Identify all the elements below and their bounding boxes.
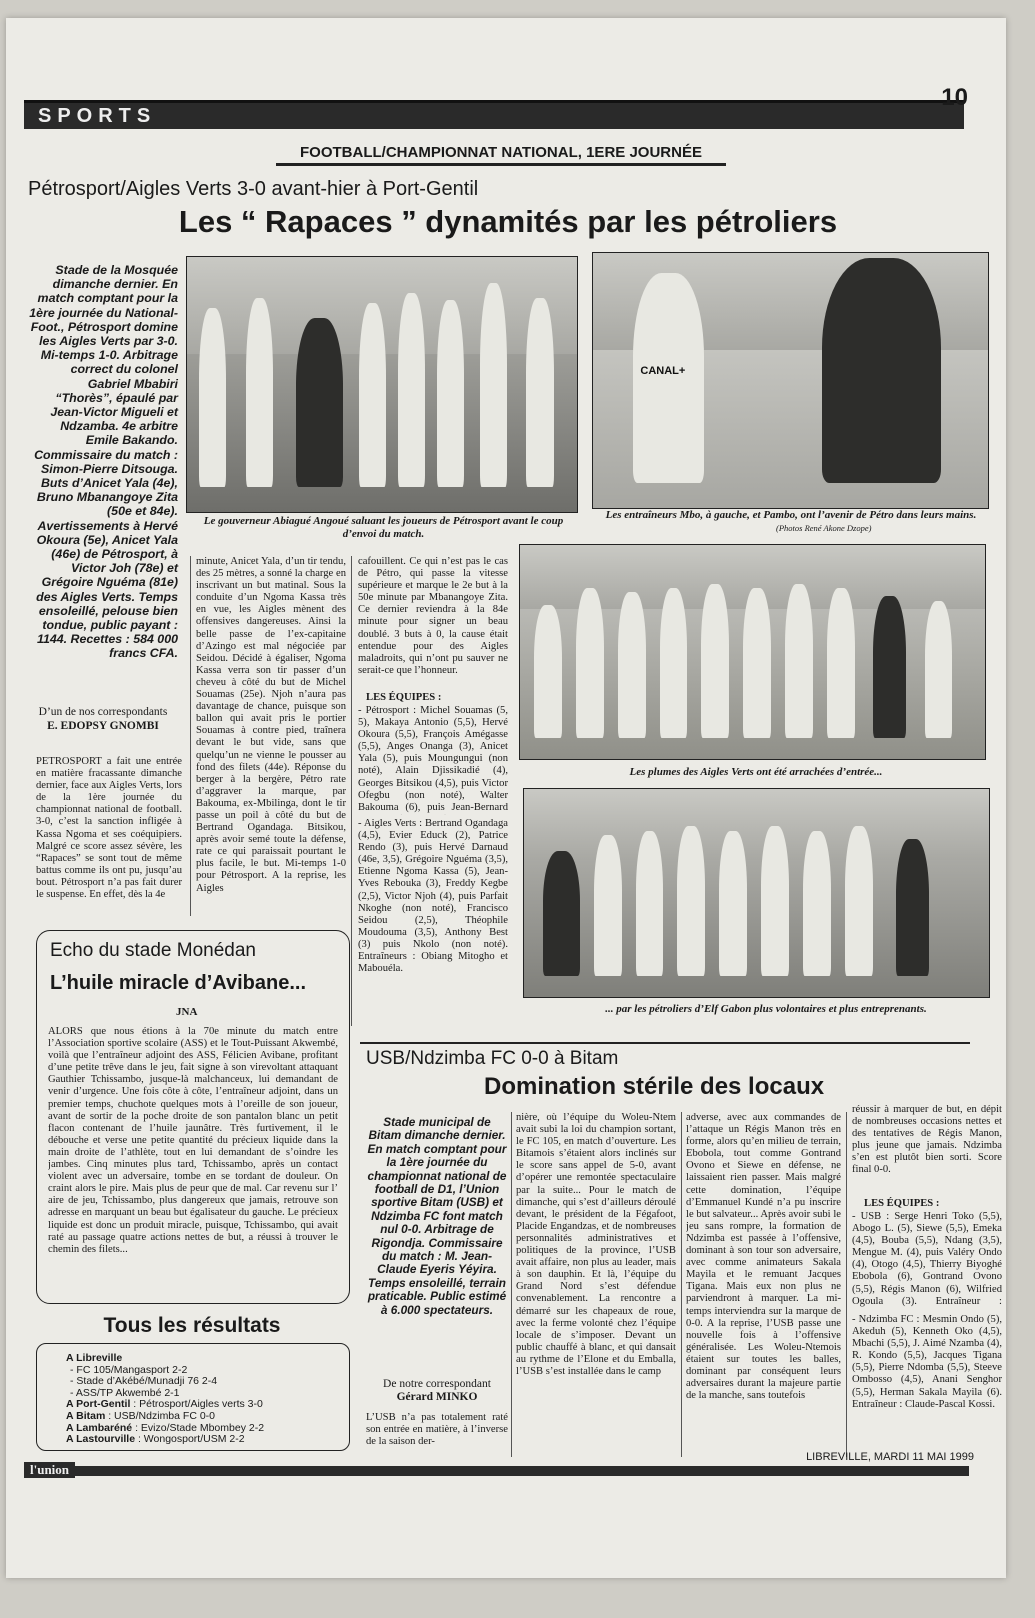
usb-byline-role: De notre correspondant (383, 1378, 491, 1390)
usb-byline-author: Gérard MINKO (396, 1391, 478, 1403)
results-title: Tous les résultats (103, 1314, 281, 1337)
result-item: - ASS/TP Akwembé 2-1 (70, 1386, 180, 1399)
page-number: 10 (941, 84, 968, 111)
shirt-sponsor-text: CANAL+ (640, 365, 686, 378)
result-item: - FC 105/Mangasport 2-2 (70, 1363, 188, 1376)
usb-col-0: L’USB n’a pas totalement raté son entrée en matière, à l’inverse de la saison der- (366, 1412, 508, 1448)
usb-teams-ndzimba: - Ndzimba FC : Mesmin Ondo (5), Akeduh (5), Kenneth Oko (4,5), Mbachi (5,5), J. Aimé Nzamba (4), R. Kondo (5,5), Jacques Tigana (5,5), Pierre Ndomba (5,5), Steeve Ombosso (4,5), Anani Senghor (5,5), Herman Sakala Mayila (6). Entraîneur : Claude-Pascal Kossi. (852, 1314, 1002, 1410)
photo-coaches (592, 252, 989, 509)
teams-aigles-verts: - Aigles Verts : Bertrand Ogandaga (4,5), Evier Educk (2), Patrice Rendo (3), puis Hervé Darnaud (46e, 3,5), Grégoire Nguéma (3,5), Etienne Ngoma Kassa (5), Jean-Yves Rebouka (3), Freddy Kegbe (2,5), Victor Njoh (4), puis Parfait Nkoghe (non noté), Francisco Seidou (2,5), Théophile Moudouma (3,5), Anthony Best (3) puis Nkolo (non noté). Entraîneurs : Obiang Mitogho et Mabouéla. (358, 818, 508, 975)
usb-head: USB/Ndzimba FC 0-0 à Bitam (366, 1048, 619, 1069)
photo-caption-3: Les plumes des Aigles Verts ont été arrachées d’entrée... (629, 766, 883, 778)
result-item: : Pétrosport/Aigles verts 3-0 (133, 1398, 263, 1411)
article-kicker: FOOTBALL/CHAMPIONNAT NATIONAL, 1ERE JOURNÉE (276, 144, 726, 166)
usb-col-3-text: réussir à marquer de but, en dépit de nombreuses occasions nettes et des tentatives de Régis Manon, plus jeune que jamais. Ndzimba s’en est plutôt bien sorti. Score final 0-0. (852, 1104, 1002, 1176)
section-label: SPORTS (38, 105, 157, 127)
result-item: : USB/Ndzimba FC 0-0 (108, 1409, 215, 1422)
photo-credit: (Photos René Akone Dzope) (776, 523, 872, 533)
results-place: A Port-Gentil (66, 1398, 131, 1411)
byline-role: D’un de nos correspondants (38, 706, 168, 718)
photo-aigles-verts-team (519, 544, 986, 760)
article-subhead: Pétrosport/Aigles Verts 3-0 avant-hier à Port-Gentil (28, 178, 479, 200)
echo-author: JNA (176, 1006, 198, 1018)
newspaper-page (6, 18, 1006, 1578)
results-place: A Libreville (66, 1352, 123, 1364)
usb-lede-text: Stade municipal de Bitam dimanche dernier. En match comptant pour la 1ère journée du championnat national de football de D1, l’Union sportive Bitam (USB) et Ndzimba FC font match nul 0-0. Arbitrage de Rigondja. Commissaire du match : M. Jean-Claude Eyeris Yéyira. Temps ensoleillé, terrain praticable. Public estimé à 6.000 spectateurs. (367, 1115, 507, 1317)
usb-title: Domination stérile des locaux (484, 1073, 825, 1100)
article-headline: Les “ Rapaces ” dynamités par les pétroliers (178, 204, 838, 239)
photo-caption-1: Le gouverneur Abiagué Angoué saluant les joueurs de Pétrosport avant le coup d’envoi du match. (203, 515, 564, 540)
usb-teams-usb: - USB : Serge Henri Toko (5,5), Abogo L. (5), Siewe (5,5), Emeka (4,5), Bouba (5,5), Ndang (3,5), Mengue M. (4), puis Valéry Ondo (4), Otogo (4,5), Thierry Biyoghé Ebobola (6), Gontrand Ovono (5,5), Régis Manon (6), Wilfried Ogoula (3). Entraîneur : (852, 1211, 1002, 1307)
article-col-3-text: cafouillent. Ce qui n’est pas le cas de Pétro, qui passe la vitesse supérieure et marque le 2e but à la 50e minute par Mbanangoye Zita. Ce dernier reviendra à la 84e minute pour signer un beau doublé. 3 buts à 0, la cause était entendue pour des Aigles maladroits, qui n’ont pu sauver ne serait-ce que l’honneur. (358, 556, 508, 676)
echo-body: ALORS que nous étions à la 70e minute du match entre l’Association sportive scolaire (ASS) et le Tout-Puissant Akwembé, voilà que l’entraîneur adjoint des ASS, Félicien Avibane, profitant d’une petite trêve dans le jeu, fait signe à son virevoltant attaquant Gauthier Tchissambo, jusque-là malchanceux, lui demandant de venir d’urgence. Une fois côte à côte, l’entraîneur adjoint, dans un premier temps, chuchote quelques mots à l’oreille de son joueur, avant de sortir de la poche droite de son pantalon blanc un petit flacon contenant de l’huile jaunâtre. Très furtivement, il le débouche et verse une petite quantité du précieux liquide dans la main droite de l’athlète, tout en lui demandant de s’oindre les jambes. Cinq minutes plus tard, Tchissambo, après un contact violent avec un adversaire, tombe en se tordant de douleur. On craint alors le pire. Mais plus de peur que de mal. Car revenu sur l’ aire de jeu, Tchissambo, plus dangereux que jamais, retrouve son adresse en marquant un beau but égalisateur du gauche. Le précieux liquide est donc un produit miracle, puisque, Tchissambo, qui avait raté au passage quatre actions nettes de but, a réussi à trouver le chemin des filets... (48, 1026, 338, 1255)
usb-teams-title: LES ÉQUIPES : (864, 1198, 940, 1209)
photo-caption-2: Les entraîneurs Mbo, à gauche, et Pambo, ont l’avenir de Pétro dans leurs mains. (605, 509, 977, 521)
results-place: A Bitam (66, 1409, 106, 1422)
photo-governor-greeting (186, 256, 578, 513)
echo-head: Echo du stade Monédan (50, 940, 256, 961)
teams-title: LES ÉQUIPES : (366, 692, 442, 703)
byline-author: E. EDOPSY GNOMBI (47, 720, 159, 732)
usb-col-2: adverse, avec aux commandes de l’attaque un Régis Manon très en forme, alors qu’en milieu de terrain, Ebobola, tout comme Gontrand Ovono et Siewe en défense, ne laissaient rien passer. Mais malgré cette domination, l’équipe d’Emmanuel Kundé n’a pu inscrire le but salvateur... Après avoir subi le jeu sans rompre, la formation de Ndzimba est passée à l’offensive, dominant à son tour son adversaire, avec comme animateurs Sakala Mayila et le remuant Jacques Tigana. Mais eux non plus ne parviendront à marquer. La mi-temps interviendra sur la marque de 0-0. A la reprise, l’USB passe une nouvelle fois à l’offensive généralisée. Les Woleu-Ntemois étaient sur toutes les balles, dominant par conséquent leurs adversaires durant la majeure partie de la manche, sans toutefois (686, 1112, 841, 1402)
photo-petrosport-team (523, 788, 990, 998)
results-group-libreville (66, 1353, 336, 1399)
usb-lede (366, 1116, 508, 1317)
echo-title: L’huile miracle d’Avibane... (50, 972, 307, 994)
usb-rule (360, 1042, 970, 1044)
photo-caption-4: ... par les pétroliers d’Elf Gabon plus volontaires et plus entreprenants. (605, 1003, 927, 1015)
results-place: A Lastourville (66, 1433, 136, 1446)
teams-petrosport: - Pétrosport : Michel Souamas (5, 5), Makaya Antonio (5,5), Hervé Okoura (5,5), François Amégasse (5,5), Anges Onanga (3), Anicet Yala (5), puis Moungungui (non noté), Alain Djissikadié (4), Georges Bitsikou (4,5), puis Victor Ofegbu (non noté), Walter Bakouma (6), puis Jean-Bernard (358, 705, 508, 813)
result-item: : Evizo/Stade Mbombey 2-2 (135, 1421, 265, 1434)
usb-col-1: nière, où l’équipe du Woleu-Ntem avait subi la loi du champion sortant, le FC 105, en match d’ouverture. Les Bitamois s’étaient alors inclinés sur le score sans appel de 5-0, avant d’opérer une remontée spectaculaire par la suite... Pour le match de dimanche, qui s’est d’ailleurs déroulé devant, le président de la Fégafoot, Placide Engandzas, et de nombreuses personnalités administratives et politiques de la province, l’USB avait affaire, non plus au leader, mais à son dauphin. Et là, l’équipe du Grand Nord s’est défendue convenablement. La rencontre a démarré sur les chapeaux de roue, avec la ferme volonté chez l’équipe locale de s’imposer. Devant un public chauffé à blanc, et qui dansait au rythme de l’Elone et du Emballa, l’USB s’est installée dans le camp (516, 1112, 676, 1377)
article-col-2: minute, Anicet Yala, d’un tir tendu, des 25 mètres, a sonné la charge en inscrivant un but matinal. Sous la conduite d’un Ngoma Kassa très en vue, les Aigles mènent des offensives dangereuses. Ainsi la belle passe de l’ex-capitaine d’Azingo est mal négociée par Seidou. Décidé à égaliser, Ngoma Kassa verra son tir passer d’un cheveu à côté du but de Michel Souamas (25e). Njoh n’aura pas davantage de chance, puisque son ballon qui avait pris le portier Souamas à contre pied, traînera devant le but vide, sans que quelqu’un ne vienne le pousser au fond des filets (44e). Réponse du berger à la bergère, Pétro rate d’aggraver la marque, par Bakouma, ex-Mbilinga, dont le tir passe un poil à côté du but de Bertrand Ogandaga. Bitsikou, après avoir semé toute la défense, rate ce qui paraissait pourtant le plus facile, le but. Mi-temps 1-0 pour Pétrosport. A la reprise, les Aigles (196, 556, 346, 894)
article-lede: Stade de la Mosquée dimanche dernier. En match comptant pour la 1ère journée du National-Foot., Pétrosport domine les Aigles Verts par 3-0. Mi-temps 1-0. Arbitrage correct du colonel Gabriel Mbabiri “Thorès”, épaulé par Jean-Victor Migueli et Ndzamba. 4e arbitre Emile Bakando. Commissaire du match : Simon-Pierre Ditsouga. Buts d’Anicet Yala (4e), Bruno Mbanangoye Zita (50e et 84e). Avertissements à Hervé Okoura (5e), Anicet Yala (46e) de Pétrosport, à Victor Joh (78e) et Grégoire Nguéma (81e) des Aigles Verts. Temps ensoleillé, pelouse bien tondue, public payant : 1144. Recettes : 584 000 francs CFA. (29, 263, 178, 661)
footer-bar (24, 1466, 969, 1476)
newspaper-brand: l'union (24, 1462, 75, 1478)
section-bar (24, 100, 964, 129)
footer-date: LIBREVILLE, MARDI 11 MAI 1999 (806, 1451, 974, 1463)
result-item: : Wongosport/USM 2-2 (137, 1433, 245, 1446)
article-col-1: PETROSPORT a fait une entrée en matière fracassante dimanche dernier, face aux Aigles Verts, lors de la 1ère journée du championnat national de football. 3-0, c’est la sanction infligée à Kassa Ngoma et ses coéquipiers. Malgré ce score assez sévère, les “Rapaces” se sont tout de même battus comme ils ont pu, jusqu’au bout. Pétrosport n’a pas fait durer le suspense. En effet, dès la 4e (36, 756, 182, 901)
results-group-lastourville (66, 1434, 336, 1446)
results-list (66, 1353, 336, 1446)
result-item: - Stade d’Akébé/Munadji 76 2-4 (70, 1375, 218, 1388)
results-place: A Lambaréné (66, 1421, 133, 1434)
